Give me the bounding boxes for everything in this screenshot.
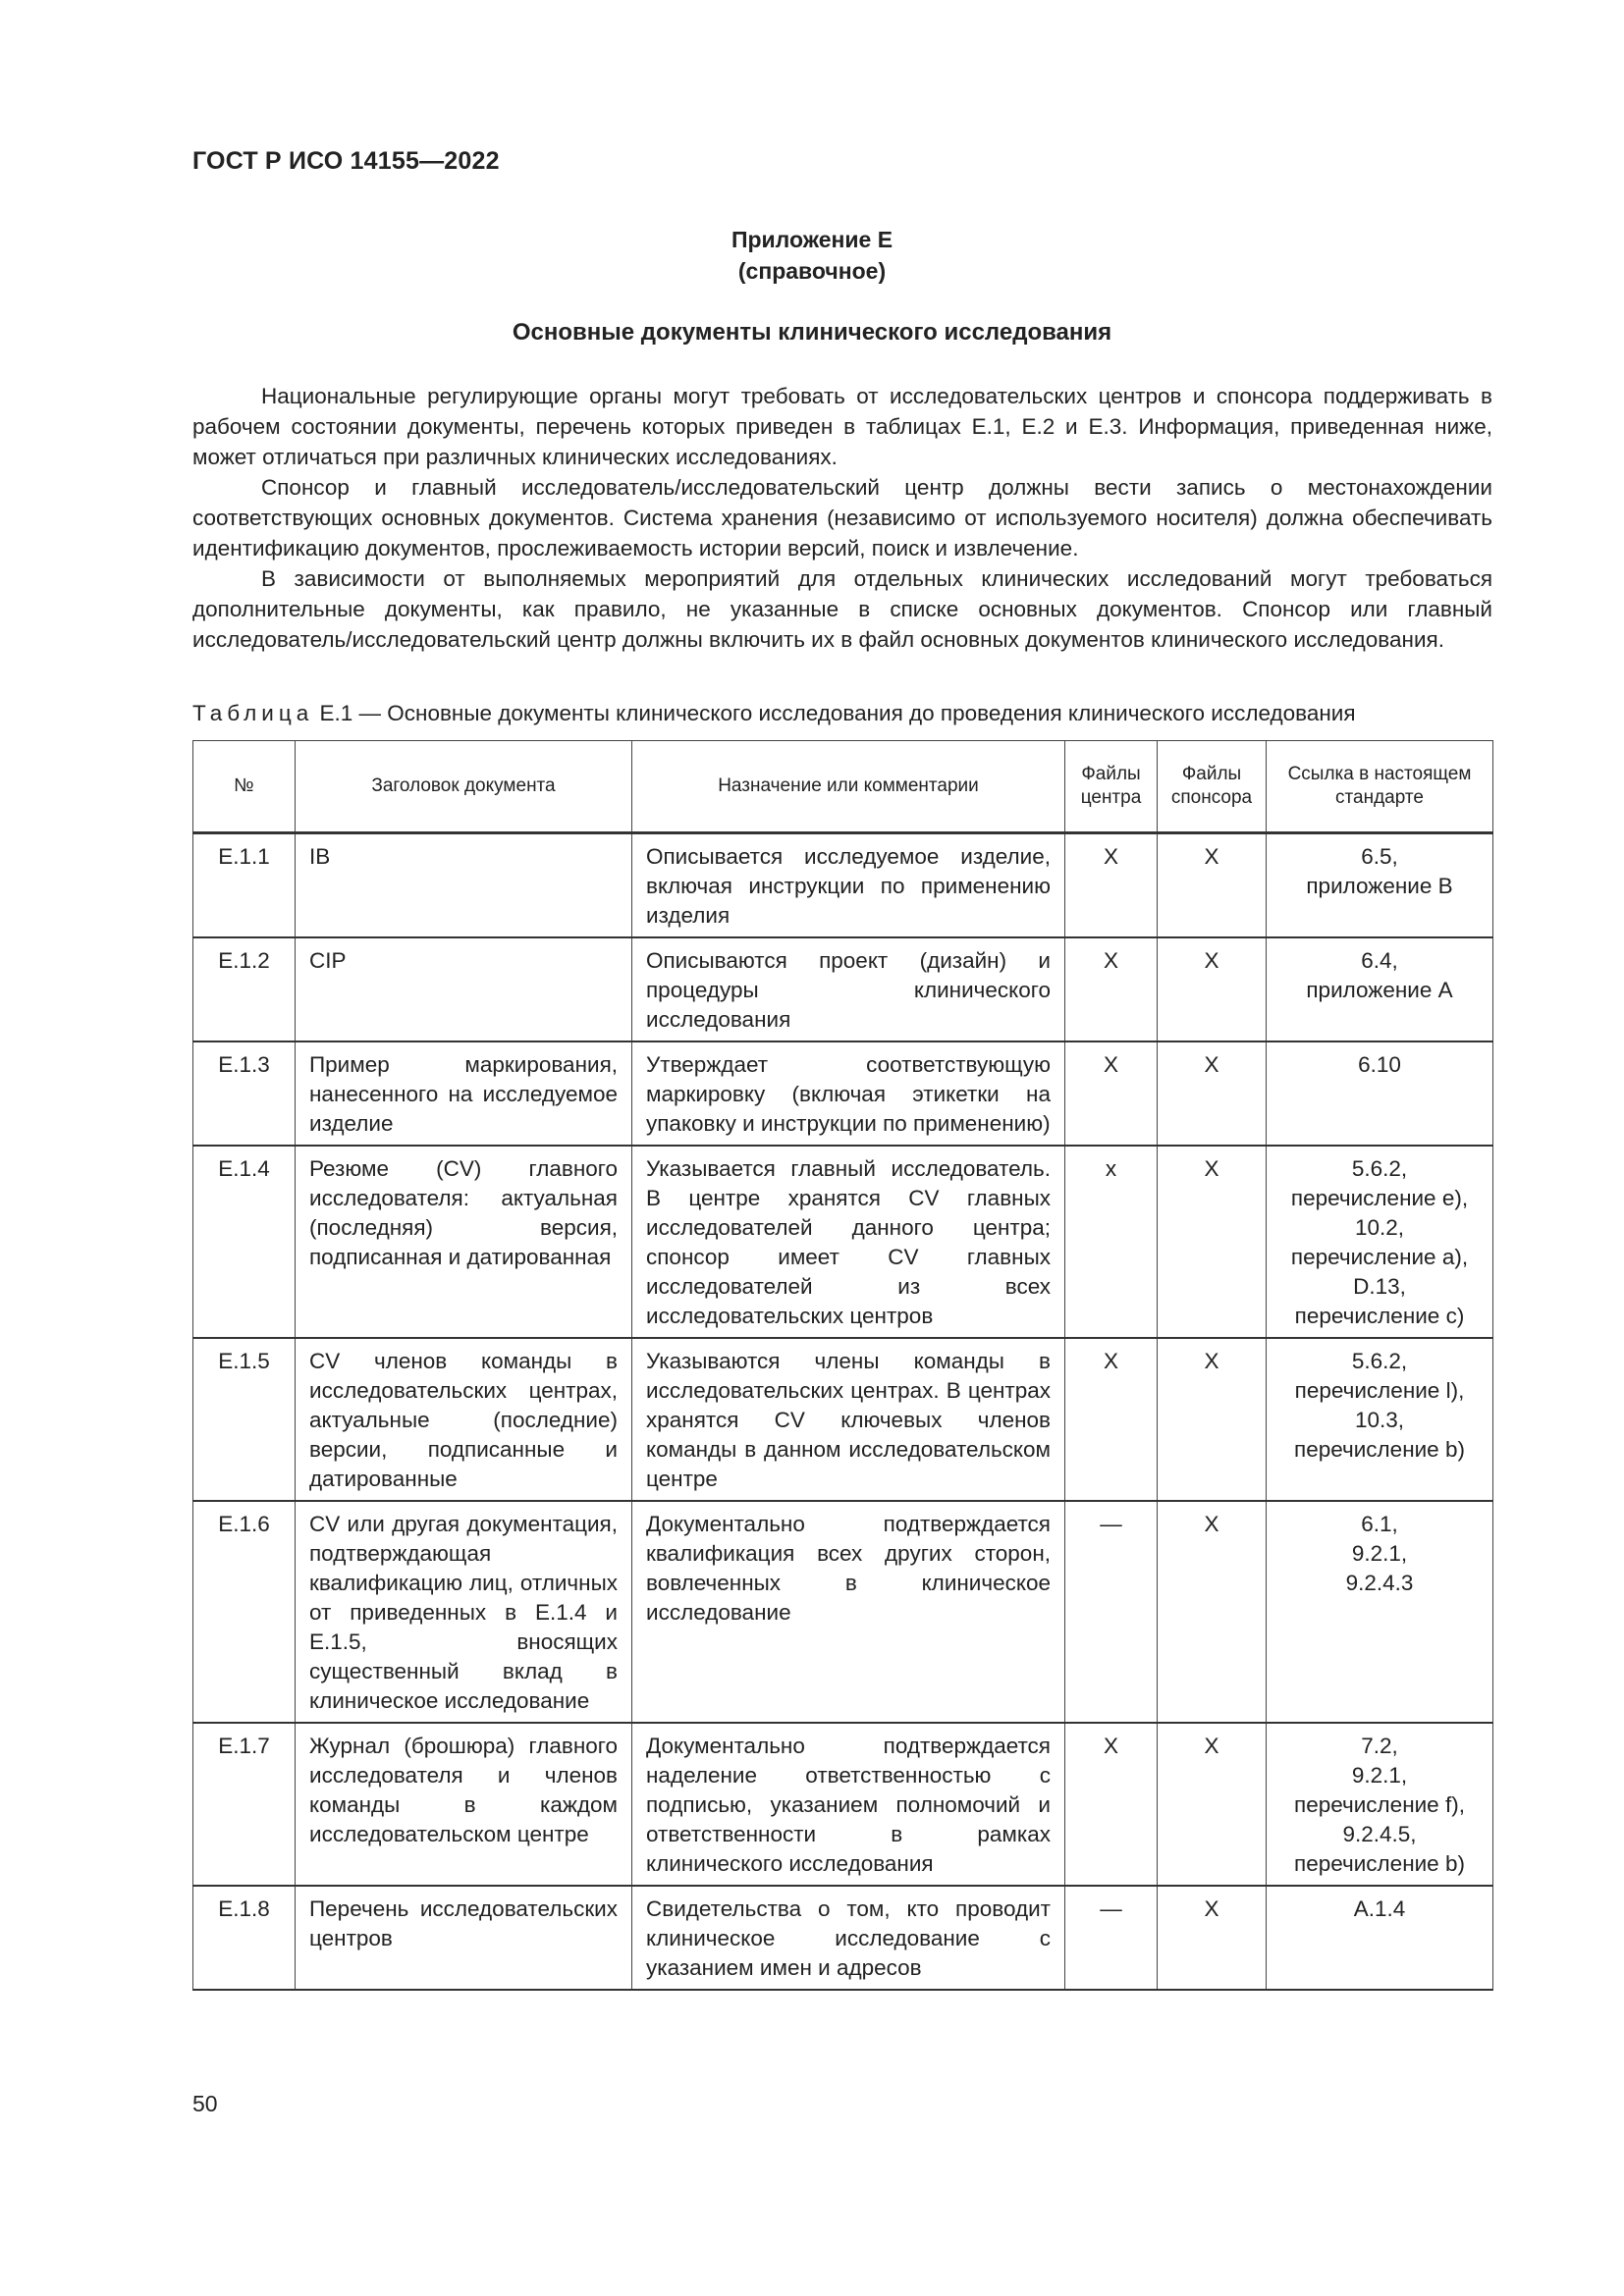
table-caption	[192, 701, 1508, 726]
row-center-files: х	[1065, 1146, 1158, 1338]
row-number: Е.1.6	[193, 1501, 296, 1723]
row-sponsor-files: Х	[1158, 1041, 1267, 1146]
row-purpose: Описываются проект (дизайн) и процедуры клинического исследования	[632, 937, 1065, 1041]
row-center-files: —	[1065, 1501, 1158, 1723]
row-number: Е.1.5	[193, 1338, 296, 1501]
header-center-files: Файлы центра	[1065, 741, 1158, 833]
documents-table	[192, 740, 1493, 1991]
row-title: CV членов команды в исследовательских центрах, актуальные (последние) версии, подписанные и датированные	[296, 1338, 632, 1501]
reference-line: 6.10	[1358, 1052, 1401, 1077]
row-purpose: Свидетельства о том, кто проводит клиническое исследование с указанием имен и адресов	[632, 1886, 1065, 1990]
row-center-files: Х	[1065, 833, 1158, 938]
reference-line: перечисление b)	[1294, 1437, 1465, 1462]
reference-line: перечисление а),	[1290, 1245, 1469, 1269]
row-sponsor-files: Х	[1158, 833, 1267, 938]
row-purpose: Указывается главный исследователь. В центре хранятся CV главных исследователей данного центра; спонсор имеет CV главных исследователей из всех исследовательских центров	[632, 1146, 1065, 1338]
row-reference	[1267, 1501, 1493, 1723]
reference-line: перечисление b)	[1294, 1851, 1465, 1876]
reference-line: 9.2.4.3	[1345, 1571, 1414, 1595]
reference-line: перечисление е),	[1290, 1186, 1469, 1210]
row-sponsor-files: Х	[1158, 1723, 1267, 1886]
row-center-files: Х	[1065, 937, 1158, 1041]
reference-line: 7.2,	[1361, 1734, 1398, 1758]
table-body	[193, 833, 1493, 1991]
reference-line: перечисление с)	[1294, 1304, 1465, 1328]
row-purpose: Указываются члены команды в исследовательских центрах. В центрах хранятся CV ключевых членов команды в данном исследовательском центре	[632, 1338, 1065, 1501]
table-caption-text: Е.1 — Основные документы клинического исследования до проведения клинического исследования	[319, 701, 1356, 725]
reference-line: 9.2.4.5,	[1342, 1822, 1417, 1846]
table-header-row	[193, 741, 1493, 833]
table-row	[193, 1723, 1493, 1886]
reference-line: 5.6.2,	[1351, 1156, 1408, 1181]
page-number: 50	[192, 2091, 218, 2116]
intro-text	[192, 381, 1492, 655]
row-title: CIP	[296, 937, 632, 1041]
table-row	[193, 937, 1493, 1041]
annex-heading	[0, 224, 1624, 287]
row-number: Е.1.8	[193, 1886, 296, 1990]
row-title: Резюме (CV) главного исследователя: актуальная (последняя) версия, подписанная и датированная	[296, 1146, 632, 1338]
row-title: Пример маркирования, нанесенного на исследуемое изделие	[296, 1041, 632, 1146]
reference-line: 9.2.1,	[1351, 1541, 1408, 1566]
table-row	[193, 1041, 1493, 1146]
table-row	[193, 1886, 1493, 1990]
reference-line: приложение А	[1306, 978, 1453, 1002]
row-title: Перечень исследовательских центров	[296, 1886, 632, 1990]
row-sponsor-files: Х	[1158, 1501, 1267, 1723]
reference-line: перечисление f),	[1294, 1792, 1465, 1817]
row-reference	[1267, 1041, 1493, 1146]
row-sponsor-files: Х	[1158, 1886, 1267, 1990]
row-title: CV или другая документация, подтверждающая квалификацию лиц, отличных от приведенных в Е.1.4 и Е.1.5, вносящих существенный вклад в клиническое исследование	[296, 1501, 632, 1723]
table-row	[193, 1146, 1493, 1338]
annex-title: Приложение Е	[731, 227, 893, 252]
reference-line: 10.2,	[1354, 1215, 1405, 1240]
reference-line: 9.2.1,	[1351, 1763, 1408, 1788]
annex-type: (справочное)	[737, 258, 887, 284]
row-purpose: Документально подтверждается квалификация всех других сторон, вовлеченных в клиническое исследование	[632, 1501, 1065, 1723]
reference-line: перечисление l),	[1294, 1378, 1465, 1403]
row-center-files: Х	[1065, 1041, 1158, 1146]
row-center-files: Х	[1065, 1723, 1158, 1886]
row-center-files: Х	[1065, 1338, 1158, 1501]
table-row	[193, 833, 1493, 938]
header-sponsor-files: Файлы спонсора	[1158, 741, 1267, 833]
document-id: ГОСТ Р ИСО 14155—2022	[192, 147, 500, 175]
row-purpose: Документально подтверждается наделение ответственностью с подписью, указанием полномочий и ответственности в рамках клинического исследования	[632, 1723, 1065, 1886]
row-number: Е.1.3	[193, 1041, 296, 1146]
header-no: №	[193, 741, 296, 833]
reference-line: 6.4,	[1361, 948, 1398, 973]
row-title: IB	[296, 833, 632, 938]
reference-line: 5.6.2,	[1351, 1349, 1408, 1373]
reference-line: А.1.4	[1353, 1896, 1406, 1921]
intro-paragraph: Спонсор и главный исследователь/исследовательский центр должны вести запись о местонахождении соответствующих основных документов. Система хранения (независимо от используемого носителя) должна обеспечивать идентификацию документов, прослеживаемость истории версий, поиск и извлечение.	[192, 475, 1492, 561]
row-purpose: Утверждает соответствующую маркировку (включая этикетки на упаковку и инструкции по применению)	[632, 1041, 1065, 1146]
reference-line: D.13,	[1353, 1274, 1406, 1299]
row-reference	[1267, 833, 1493, 938]
header-purpose: Назначение или комментарии	[632, 741, 1065, 833]
row-sponsor-files: Х	[1158, 1146, 1267, 1338]
reference-line: 6.5,	[1361, 844, 1398, 869]
row-reference	[1267, 937, 1493, 1041]
reference-line: 6.1,	[1361, 1512, 1398, 1536]
table-caption-label: Таблица	[192, 701, 314, 725]
row-reference	[1267, 1723, 1493, 1886]
table-row	[193, 1501, 1493, 1723]
row-title: Журнал (брошюра) главного исследователя и членов команды в каждом исследовательском центре	[296, 1723, 632, 1886]
section-title: Основные документы клинического исследования	[512, 319, 1112, 346]
intro-paragraph: Национальные регулирующие органы могут требовать от исследовательских центров и спонсора поддерживать в рабочем состоянии документы, перечень которых приведен в таблицах Е.1, Е.2 и Е.3. Информация, приведенная ниже, может отличаться при различных клинических исследованиях.	[192, 384, 1492, 469]
row-reference	[1267, 1146, 1493, 1338]
row-number: Е.1.7	[193, 1723, 296, 1886]
row-center-files: —	[1065, 1886, 1158, 1990]
row-number: Е.1.2	[193, 937, 296, 1041]
intro-paragraph: В зависимости от выполняемых мероприятий для отдельных клинических исследований могут требоваться дополнительные документы, как правило, не указанные в списке основных документов. Спонсор или главный исследователь/исследовательский центр должны включить их в файл основных документов клинического исследования.	[192, 566, 1492, 652]
reference-line: приложение В	[1306, 874, 1453, 898]
row-purpose: Описывается исследуемое изделие, включая инструкции по применению изделия	[632, 833, 1065, 938]
header-reference: Ссылка в настоящем стандарте	[1267, 741, 1493, 833]
table-row	[193, 1338, 1493, 1501]
row-reference	[1267, 1338, 1493, 1501]
row-number: Е.1.1	[193, 833, 296, 938]
header-title: Заголовок документа	[296, 741, 632, 833]
row-sponsor-files: Х	[1158, 937, 1267, 1041]
row-reference	[1267, 1886, 1493, 1990]
row-sponsor-files: Х	[1158, 1338, 1267, 1501]
reference-line: 10.3,	[1354, 1408, 1405, 1432]
row-number: Е.1.4	[193, 1146, 296, 1338]
